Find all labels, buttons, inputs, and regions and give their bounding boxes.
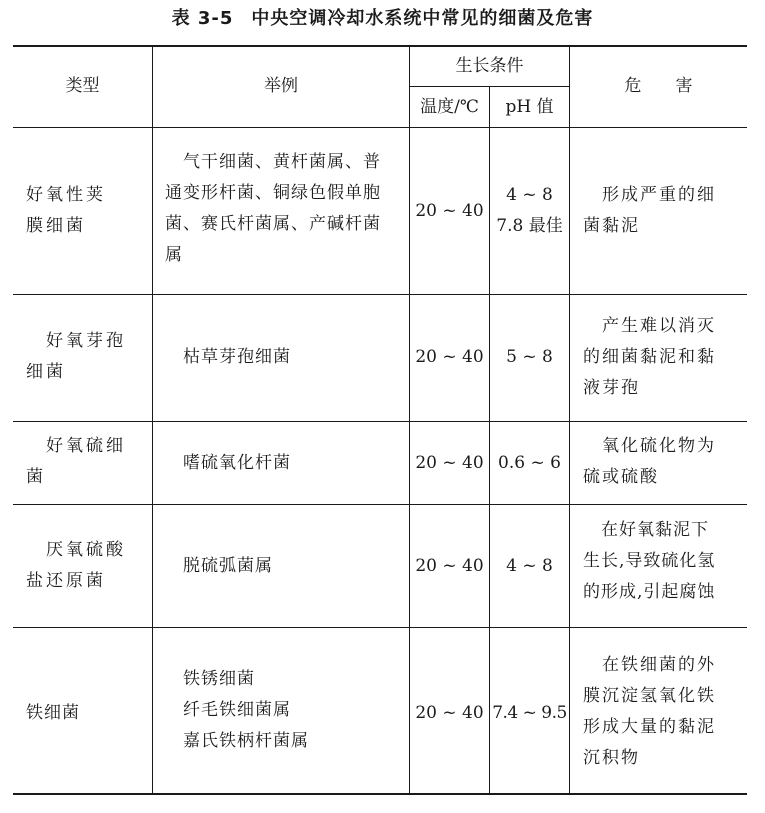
table-title: 中央空调冷却水系统中常见的细菌及危害 (251, 8, 594, 29)
table-row-4-ph (490, 551, 569, 582)
table-row-3-type (26, 431, 146, 493)
row-rule-1 (13, 294, 747, 295)
table-caption (0, 4, 765, 30)
harm-line: 形成大量的黏泥 (583, 717, 716, 737)
ph-line: 7.8 最佳 (496, 216, 563, 236)
header-type: 类型 (65, 76, 100, 96)
harm-line: 的细菌黏泥和黏 (583, 347, 716, 367)
harm-line: 的形成,引起腐蚀 (583, 582, 716, 602)
type-line: 铁细菌 (26, 703, 80, 723)
table-row-4-harm (583, 515, 743, 608)
top-rule (13, 45, 747, 47)
table-row-1-harm (583, 180, 743, 242)
header-harm: 危 害 (624, 76, 693, 96)
col-rule-4 (569, 46, 570, 794)
table-row-3-harm (583, 431, 743, 493)
row-rule-3 (13, 504, 747, 505)
table-row-5-temperature: 20 ~ 40 (415, 703, 484, 723)
type-line: 好氧性荚 (26, 185, 106, 205)
table-row-1-example (165, 147, 405, 271)
table-row-5-type (26, 698, 146, 729)
harm-line: 形成严重的细 (583, 185, 716, 205)
type-line: 膜细菌 (26, 216, 86, 236)
col-rule-1 (152, 46, 153, 794)
table-row-1-type (26, 180, 146, 242)
growth-subheader-rule (410, 86, 570, 87)
harm-line: 硫或硫酸 (583, 467, 659, 487)
header-ph: pH 值 (505, 97, 554, 117)
table-row-4-type (26, 535, 146, 597)
harm-line: 产生难以消灭 (583, 316, 716, 336)
ph-line: 4 ~ 8 (506, 185, 553, 205)
type-line: 菌 (26, 467, 46, 487)
harm-line: 膜沉淀氢氧化铁 (583, 686, 716, 706)
type-line: 好氧硫细 (26, 436, 126, 456)
header-growth-conditions: 生长条件 (455, 56, 524, 76)
row-rule-4 (13, 627, 747, 628)
example-line: 嗜硫氧化杆菌 (165, 453, 291, 473)
table-row-5-harm (583, 650, 743, 774)
example-line: 纤毛铁细菌属 (165, 700, 291, 720)
ph-line: 4 ~ 8 (506, 556, 553, 576)
example-line: 通变形杆菌、铜绿色假单胞 (165, 183, 381, 203)
table-row-2-example (165, 342, 405, 373)
harm-line: 氧化硫化物为 (583, 436, 716, 456)
table-row-1-ph (490, 180, 569, 242)
type-line: 厌氧硫酸 (26, 540, 126, 560)
table-number: 表 3-5 (171, 8, 234, 29)
ph-line: 5 ~ 8 (506, 347, 553, 367)
example-line: 属 (165, 245, 183, 265)
header-example: 举例 (264, 76, 298, 96)
table-row-1-temperature: 20 ~ 40 (415, 201, 484, 221)
ph-line: 7.4 ~ 9.5 (492, 703, 567, 723)
harm-line: 液芽孢 (583, 378, 640, 398)
table-row-3-temperature: 20 ~ 40 (415, 453, 484, 473)
table-row-3-ph (490, 448, 569, 479)
harm-line: 菌黏泥 (583, 216, 640, 236)
example-line: 枯草芽孢细菌 (165, 347, 291, 367)
table-row-5-ph (490, 698, 569, 729)
type-line: 细菌 (26, 362, 66, 382)
example-line: 菌、赛氏杆菌属、产碱杆菌 (165, 214, 381, 234)
table-row-2-type (26, 326, 146, 388)
table-row-4-example (165, 551, 405, 582)
type-line: 盐还原菌 (26, 571, 106, 591)
ph-line: 0.6 ~ 6 (498, 453, 561, 473)
harm-line: 生长,导致硫化氢 (583, 551, 716, 571)
table-row-5-example (165, 664, 405, 757)
bottom-rule (13, 793, 747, 795)
harm-line: 在铁细菌的外 (583, 655, 716, 675)
harm-line: 在好氧黏泥下 (583, 520, 709, 540)
col-rule-2 (409, 46, 410, 794)
harm-line: 沉积物 (583, 748, 640, 768)
header-temperature: 温度/℃ (420, 97, 479, 117)
table-row-2-ph (490, 342, 569, 373)
table-row-3-example (165, 448, 405, 479)
example-line: 气干细菌、黄杆菌属、普 (165, 152, 381, 172)
example-line: 脱硫弧菌属 (165, 556, 273, 576)
example-line: 嘉氏铁柄杆菌属 (165, 731, 309, 751)
example-line: 铁锈细菌 (165, 669, 255, 689)
table-row-2-harm (583, 311, 743, 404)
header-rule (13, 127, 747, 128)
table-row-2-temperature: 20 ~ 40 (415, 347, 484, 367)
type-line: 好氧芽孢 (26, 331, 126, 351)
table-row-4-temperature: 20 ~ 40 (415, 556, 484, 576)
row-rule-2 (13, 421, 747, 422)
